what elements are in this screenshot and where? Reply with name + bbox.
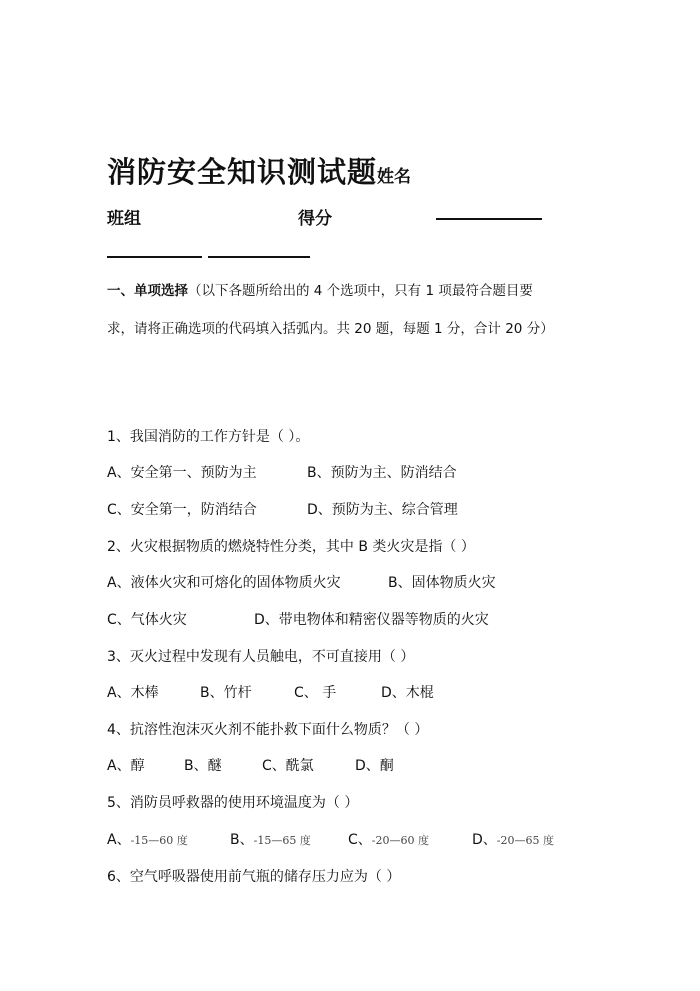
question-5-option-c xyxy=(348,829,429,849)
question-1-option-c: C、安全第一，防消结合 xyxy=(107,502,257,518)
score-blank-line xyxy=(208,256,310,258)
question-6: 6、空气呼吸器使用前气瓶的储存压力应为（ ） xyxy=(107,869,401,885)
question-5-option-d xyxy=(472,829,554,849)
instructions-line-1 xyxy=(107,279,533,299)
temperature-range: -15—60 度 xyxy=(130,834,188,847)
option-letter: B、 xyxy=(230,832,254,848)
question-4-option-d: D、酮 xyxy=(355,758,394,774)
section-heading: 一、单项选择 xyxy=(107,283,188,299)
question-2-option-c: C、气体火灾 xyxy=(107,612,187,628)
question-3-option-d: D、木棍 xyxy=(381,685,434,701)
question-1-option-d: D、预防为主、综合管理 xyxy=(307,502,458,518)
instructions-text-1: （以下各题所给出的 4 个选项中，只有 1 项最符合题目要 xyxy=(188,283,533,299)
question-3: 3、灭火过程中发现有人员触电，不可直接用（ ） xyxy=(107,649,415,665)
option-letter: A、 xyxy=(107,832,131,848)
question-2-option-d: D、带电物体和精密仪器等物质的火灾 xyxy=(254,612,489,628)
option-letter: D、 xyxy=(472,832,497,848)
score-label: 得分 xyxy=(298,209,332,229)
question-4-option-c: C、酰氯 xyxy=(262,758,314,774)
question-1: 1、我国消防的工作方针是（ ）。 xyxy=(107,429,310,445)
question-3-option-a: A、木棒 xyxy=(107,685,159,701)
question-1-option-b: B、预防为主、防消结合 xyxy=(307,465,457,481)
question-4: 4、抗溶性泡沫灭火剂不能扑救下面什么物质？（ ） xyxy=(107,722,429,738)
temperature-range: -20—65 度 xyxy=(496,834,554,847)
question-1-option-a: A、安全第一、预防为主 xyxy=(107,465,257,481)
name-blank-line xyxy=(436,218,542,220)
question-5-option-a xyxy=(107,829,188,849)
question-3-option-c: C、 手 xyxy=(294,685,337,701)
option-letter: C、 xyxy=(348,832,372,848)
question-3-option-b: B、竹杆 xyxy=(200,685,252,701)
class-blank-line xyxy=(107,256,202,258)
page-title: 消防安全知识测试题 xyxy=(107,155,378,189)
question-2-option-b: B、固体物质火灾 xyxy=(388,575,496,591)
title-row xyxy=(107,150,411,191)
temperature-range: -20—60 度 xyxy=(371,834,429,847)
question-5-option-b xyxy=(230,829,311,849)
question-4-option-a: A、醇 xyxy=(107,758,145,774)
question-2: 2、火灾根据物质的燃烧特性分类，其中 B 类火灾是指（ ） xyxy=(107,539,475,555)
name-label: 姓名 xyxy=(377,167,412,187)
question-5: 5、消防员呼救器的使用环境温度为（ ） xyxy=(107,795,359,811)
question-2-option-a: A、液体火灾和可熔化的固体物质火灾 xyxy=(107,575,341,591)
class-label: 班组 xyxy=(107,209,141,229)
temperature-range: -15—65 度 xyxy=(253,834,311,847)
instructions-line-2: 求，请将正确选项的代码填入括弧内。共 20 题，每题 1 分，合计 20 分） xyxy=(107,321,554,337)
question-4-option-b: B、醚 xyxy=(184,758,222,774)
